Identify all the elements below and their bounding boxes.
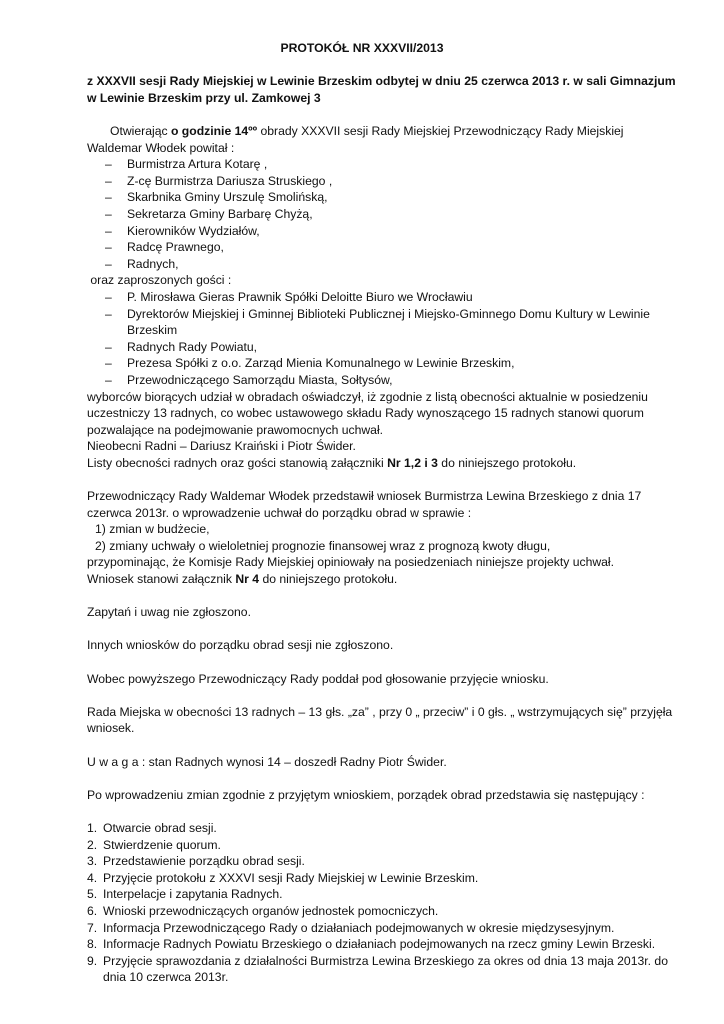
welcomed-item: – Sekretarza Gminy Barbarę Chyżą,: [127, 206, 677, 223]
welcomed-item: – Radnych,: [127, 256, 677, 273]
opening-paragraph: [87, 123, 677, 156]
document-title: PROTOKÓŁ NR XXXVII/2013: [280, 41, 444, 55]
agenda-item: [87, 870, 677, 887]
guest-item: – P. Mirosława Gieras Prawnik Spółki Deloitte Biuro we Wrocławiu: [127, 289, 677, 306]
welcomed-item: – Z-cę Burmistrza Dariusza Struskiego ,: [127, 173, 677, 190]
agenda-item-text: Wnioski przewodniczących organów jednostek pomocniczych.: [103, 903, 439, 918]
agenda-item: [87, 853, 677, 870]
no-other-motions-paragraph: Innych wniosków do porządku obrad sesji nie zgłoszono.: [87, 638, 394, 653]
spacer: [87, 588, 677, 605]
agenda-intro: Po wprowadzeniu zmian zgodnie z przyjętym wnioskiem, porządek obrad przedstawia się następujący :: [87, 787, 645, 802]
agenda-item: [87, 820, 677, 837]
agenda-item-number: 7.: [87, 920, 98, 935]
spacer: [87, 770, 677, 787]
welcomed-item: – Skarbnika Gminy Urszulę Smolińską,: [127, 189, 677, 206]
agenda-item-text: Stwierdzenie quorum.: [103, 837, 221, 852]
attendance-paragraph: [87, 455, 677, 472]
guests-intro: oraz zaproszonych gości :: [87, 273, 232, 288]
agenda-item-text: Przyjęcie protokołu z XXXVI sesji Rady Miejskiej w Lewinie Brzeskim.: [103, 870, 479, 885]
agenda-item: [87, 920, 677, 937]
annex-number: Nr 4: [235, 572, 260, 587]
agenda-item-text: Informacja Przewodniczącego Rady o działaniach podejmowanych w okresie międzysesyjnym.: [103, 920, 615, 935]
annex-paragraph: [87, 571, 677, 588]
document-subtitle: z XXXVII sesji Rady Miejskiej w Lewinie Brzeskim odbytej w dniu 25 czerwca 2013 r. w sali Gimnazjum w Lewinie Brzeskim przy ul. Zamkowej 3: [87, 74, 676, 105]
motion-intro: Przewodniczący Rady Waldemar Włodek przedstawił wniosek Burmistrza Lewina Brzeskiego z dnia 17 czerwca 2013r. o wprowadzenie uchwał do porządku obrad w sprawie :: [87, 489, 642, 520]
opening-time: o godzinie 14ºº: [170, 124, 258, 138]
no-questions-paragraph: Zapytań i uwag nie zgłoszono.: [87, 605, 251, 620]
agenda-item-number: 8.: [87, 937, 98, 952]
agenda-item-number: 6.: [87, 903, 98, 918]
welcomed-item: – Burmistrza Artura Kotarę ,: [127, 156, 677, 173]
agenda-item-number: 5.: [87, 887, 98, 902]
guest-item: – Prezesa Spółki z o.o. Zarząd Mienia Komunalnego w Lewinie Brzeskim,: [127, 355, 677, 372]
document-body: [87, 123, 677, 986]
agenda-item-text: Otwarcie obrad sesji.: [103, 820, 217, 835]
agenda-item-text: Informacje Radnych Powiatu Brzeskiego o działaniach podejmowanych na rzecz gminy Lewin Brzeski.: [103, 937, 656, 952]
agenda-item-number: 1.: [87, 820, 98, 835]
agenda-item: [87, 936, 677, 953]
agenda-item: [87, 886, 677, 903]
guests-list: [87, 289, 677, 389]
agenda-item-text: Interpelacje i zapytania Radnych.: [103, 887, 283, 902]
absent-paragraph: Nieobecni Radni – Dariusz Kraiński i Piotr Świder.: [87, 439, 356, 454]
opening-text-start: Otwierając: [110, 124, 171, 138]
attendance-annex-numbers: Nr 1,2 i 3: [387, 455, 438, 470]
agenda-item-number: 2.: [87, 837, 98, 852]
spacer: [87, 737, 677, 754]
reminder-paragraph: przypominając, że Komisje Rady Miejskiej opiniowały na posiedzeniach niniejsze projekty uchwał.: [87, 555, 615, 570]
agenda-item: [87, 953, 677, 986]
agenda-item-text: Przyjęcie sprawozdania z działalności Burmistrza Lewina Brzeskiego za okres od dnia 13 maja 2013r. do dnia 10 czerwca 2013r.: [103, 953, 668, 985]
agenda-item: [87, 837, 677, 854]
motion-item: 1) zmian w budżecie,: [95, 522, 210, 537]
guest-item: – Dyrektorów Miejskiej i Gminnej Biblioteki Publicznej i Miejsko-Gminnego Domu Kultury w Lewinie Brzeskim: [127, 306, 677, 339]
vote-intro-paragraph: Wobec powyższego Przewodniczący Rady poddał pod głosowanie przyjęcie wniosku.: [87, 671, 549, 686]
spacer: [87, 803, 677, 820]
spacer: [87, 471, 677, 488]
spacer: [87, 687, 677, 704]
agenda-item-number: 3.: [87, 854, 98, 869]
attendance-text-end: do niniejszego protokołu.: [437, 455, 577, 470]
spacer: [87, 621, 677, 638]
welcomed-item: – Radcę Prawnego,: [127, 239, 677, 256]
motion-item: 2) zmiany uchwały o wieloletniej prognozie finansowej wraz z prognozą kwoty długu,: [95, 538, 551, 553]
vote-result-paragraph: Rada Miejska w obecności 13 radnych – 13 głs. „za” , przy 0 „ przeciw” i 0 głs. „ wstrzymujących się” przyjęła wniosek.: [87, 704, 673, 736]
guest-item: – Radnych Rady Powiatu,: [127, 339, 677, 356]
agenda-item-number: 9.: [87, 953, 98, 968]
quorum-paragraph: wyborców biorących udział w obradach oświadczył, iż zgodnie z listą obecności aktualnie w posiedzeniu uczestniczy 13 radnych, co wobec ustawowego składu Rady wynoszącego 15 radnych stanowi quorum pozwalające na podejmowanie prawomocnych uchwał.: [87, 389, 648, 437]
annex-text-start: Wniosek stanowi załącznik: [87, 572, 236, 587]
agenda-item: [87, 903, 677, 920]
agenda-item-number: 4.: [87, 870, 98, 885]
attendance-text-start: Listy obecności radnych oraz gości stanowią załączniki: [87, 455, 388, 470]
opening-text-end: obrady XXXVII sesji Rady Miejskiej Przewodniczący Rady Miejskiej Waldemar Włodek powitał :: [87, 124, 624, 155]
spacer: [87, 654, 677, 671]
welcomed-item: – Kierowników Wydziałów,: [127, 223, 677, 240]
agenda-list: [87, 820, 677, 986]
welcomed-list: [87, 156, 677, 272]
guest-item: – Przewodniczącego Samorządu Miasta, Sołtysów,: [127, 372, 677, 389]
attention-paragraph: U w a g a : stan Radnych wynosi 14 – doszedł Radny Piotr Świder.: [87, 754, 447, 769]
annex-text-end: do niniejszego protokołu.: [259, 572, 398, 587]
agenda-item-text: Przedstawienie porządku obrad sesji.: [103, 854, 305, 869]
